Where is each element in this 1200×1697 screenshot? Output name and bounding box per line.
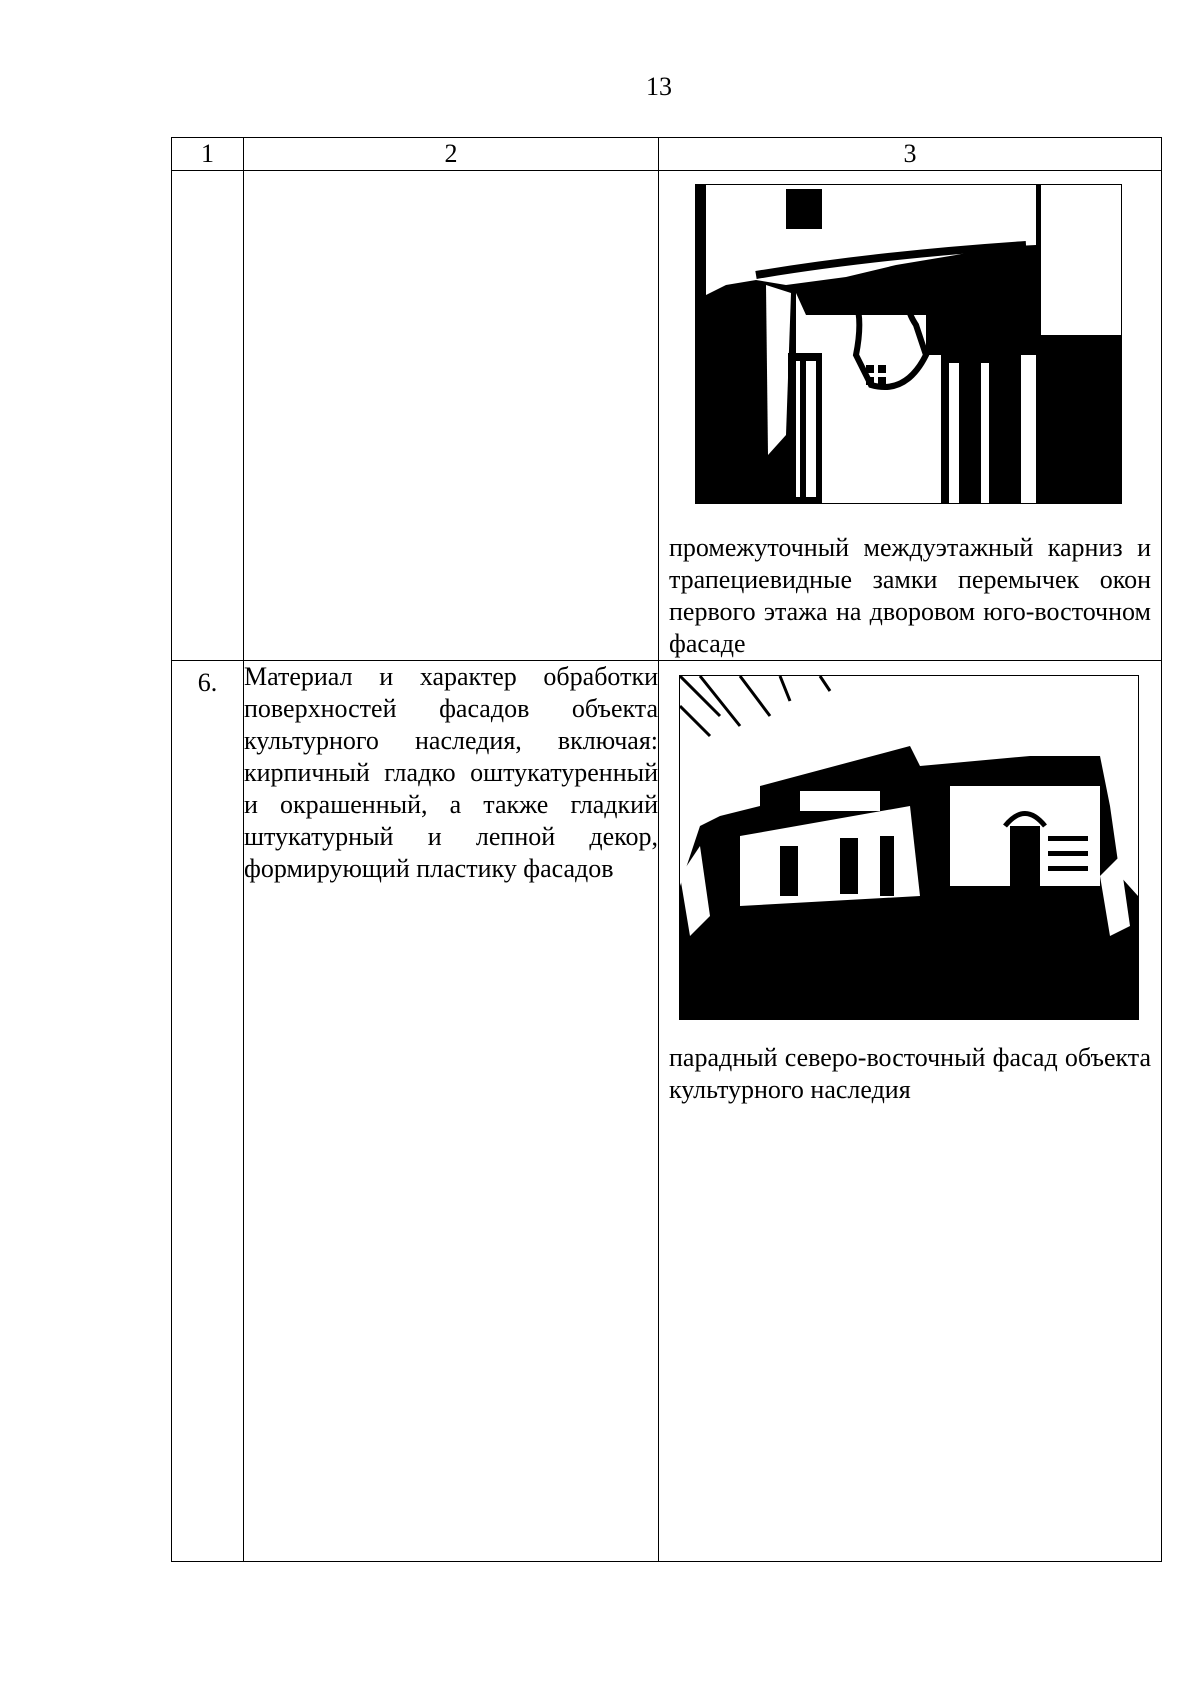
north-east-facade-photo — [679, 675, 1139, 1020]
monument-features-table — [171, 137, 1162, 1562]
photo-caption: парадный северо-восточный фасад объекта культурного наследия — [669, 1043, 1151, 1104]
row-description-empty — [244, 171, 659, 661]
header-col-1: 1 — [172, 138, 244, 171]
table-header-row — [172, 138, 1162, 171]
photo-cell — [659, 661, 1162, 1562]
header-col-2: 2 — [244, 138, 659, 171]
header-col-3: 3 — [659, 138, 1162, 171]
row-number-empty — [172, 171, 244, 661]
photo-caption: промежуточный междуэтажный карниз и трапециевидные замки перемычек окон первого этажа на дворовом юго-восточном фасаде — [669, 533, 1151, 658]
facade-cornice-photo — [695, 184, 1122, 504]
page-number: 13 — [646, 72, 672, 101]
table-row-6 — [172, 661, 1162, 1562]
table-row-continued — [172, 171, 1162, 661]
row-number: 6. — [172, 661, 244, 1562]
photo-cell — [659, 171, 1162, 661]
row-description: Материал и характер обработки поверхностей фасадов объекта культурного наследия, включая: кирпичный гладко оштукатуренный и окрашенный, а также гладкий штукатурный и лепной декор, формирующий пластику фасадов — [244, 661, 659, 1562]
